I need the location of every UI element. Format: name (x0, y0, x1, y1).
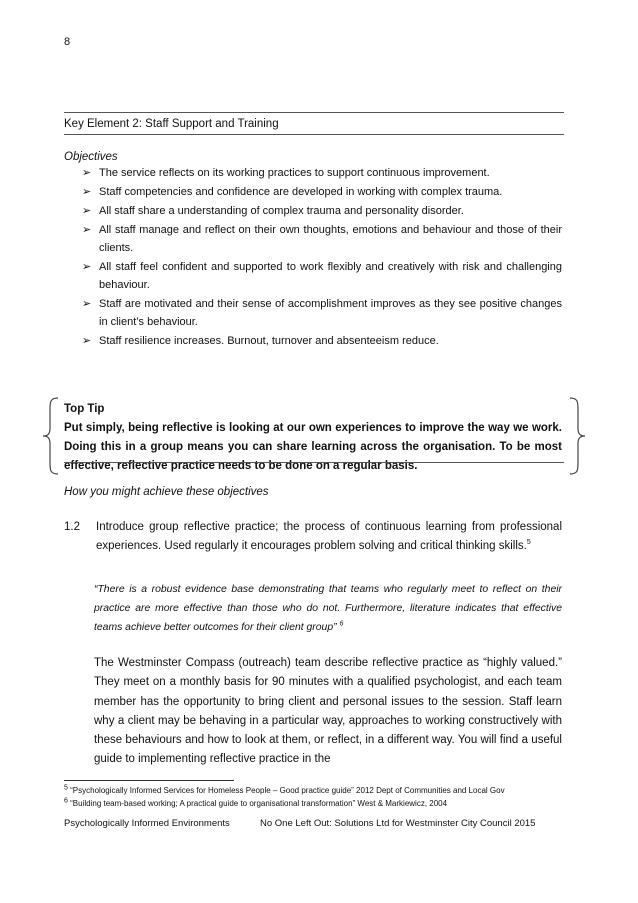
objectives-list (64, 164, 562, 351)
objective-item (64, 202, 562, 220)
objective-item (64, 295, 562, 331)
top-tip-box (64, 400, 562, 476)
arrow-bullet-icon: ➢ (82, 335, 92, 347)
top-tip-text: Put simply, being reflective is looking at our own experiences to improve the way we work. Doing this in a group means you can share learning across the organisation. To be most effective, reflective practice needs to be done on a regular basis. (64, 422, 562, 472)
footnote-text: “Psychologically Informed Services for Homeless People – Good practice guide” 2012 Dept of Communities and Local Gov (70, 786, 505, 795)
footnote-ref-6: 6 (339, 620, 344, 628)
top-tip-title: Top Tip (64, 403, 105, 415)
footer-right: No One Left Out: Solutions Ltd for Westminster City Council 2015 (260, 818, 536, 829)
objective-text: The service reflects on its working practices to support continuous improvement. (99, 167, 490, 179)
page-number: 8 (64, 36, 71, 48)
footnote-ref-5: 5 (526, 539, 531, 547)
left-brace-icon (40, 396, 62, 476)
objective-item (64, 221, 562, 257)
top-tip-underline (64, 462, 564, 463)
footnote-number: 6 (64, 797, 68, 805)
footnote-number: 5 (64, 784, 68, 792)
point-text: Introduce group reflective practice; the process of continuous learning from professional experiences. Used regularly it encourages problem solving and critical thinking skills. (96, 521, 562, 552)
page-footer (64, 818, 564, 829)
objective-text: All staff feel confident and supported to work flexibly and creatively with risk and challenging behaviour. (99, 261, 562, 291)
footnote-5 (64, 786, 505, 795)
section-heading: Key Element 2: Staff Support and Training (64, 118, 279, 130)
objective-item (64, 332, 562, 350)
point-number: 1.2 (64, 521, 80, 533)
objective-item (64, 164, 562, 182)
objectives-label: Objectives (64, 151, 118, 163)
objective-text: Staff resilience increases. Burnout, turnover and absenteeism reduce. (99, 335, 439, 347)
objective-item (64, 258, 562, 294)
arrow-bullet-icon: ➢ (82, 167, 92, 179)
right-brace-icon (566, 396, 588, 476)
footnote-text: “Building team-based working; A practical guide to organisational transformation” West & Markiewicz, 2004 (70, 799, 448, 808)
objective-text: All staff manage and reflect on their own thoughts, emotions and behaviour and those of their clients. (99, 224, 562, 254)
objective-text: Staff are motivated and their sense of accomplishment improves as they see positive changes in client’s behaviour. (99, 298, 562, 328)
heading-top-rule (64, 112, 564, 113)
footnote-separator (64, 780, 234, 781)
objective-text: All staff share a understanding of complex trauma and personality disorder. (99, 205, 464, 217)
arrow-bullet-icon: ➢ (82, 224, 92, 236)
footnote-6 (64, 799, 447, 808)
arrow-bullet-icon: ➢ (82, 261, 92, 273)
heading-bottom-rule (64, 134, 564, 135)
objective-text: Staff competencies and confidence are developed in working with complex trauma. (99, 186, 503, 198)
westminster-paragraph: The Westminster Compass (outreach) team describe reflective practice as “highly valued.” They meet on a monthly basis for 90 minutes with a qualified psychologist, and each team member has the opportunity to bring client and personal issues to the session. Staff learn why a client may be behaving in a particular way, approaches to working constructively with these behaviours and how to look at them, or reflect, in a different way. You will find a useful guide to implementing reflective practice in the (94, 657, 562, 766)
achieve-heading: How you might achieve these objectives (64, 486, 269, 498)
arrow-bullet-icon: ➢ (82, 298, 92, 310)
footer-left: Psychologically Informed Environments (64, 818, 230, 829)
arrow-bullet-icon: ➢ (82, 186, 92, 198)
quote-text: “There is a robust evidence base demonstrating that teams who regularly meet to reflect on their practice are more effective than those who do not. Furthermore, literature indicates that effective teams achieve better outcomes for their client group” (94, 584, 562, 633)
research-quote (94, 580, 562, 637)
point-1-2 (64, 518, 562, 556)
objective-item (64, 183, 562, 201)
arrow-bullet-icon: ➢ (82, 205, 92, 217)
